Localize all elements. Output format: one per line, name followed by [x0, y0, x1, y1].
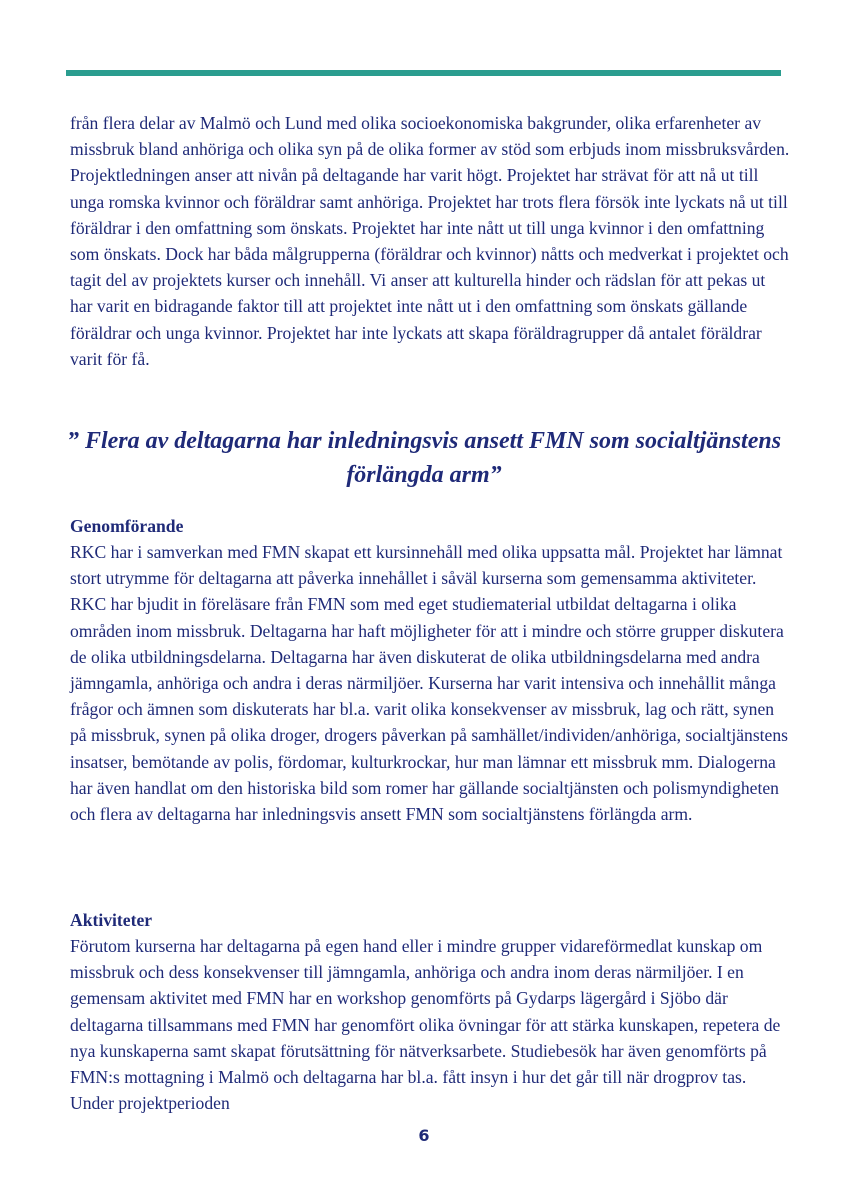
section-text-genomforande: RKC har i samverkan med FMN skapat ett kursinnehåll med olika uppsatta mål. Projektet har lämnat stort utrymme för deltagarna att påverka innehållet i såväl kurserna som gemensamma aktiviteter. RKC har bjudit in föreläsare från FMN som med eget studiematerial utbildat deltagarna i olika områden inom missbruk. Deltagarna har haft möjligheter för att i mindre och större grupper diskutera de olika utbildningsdelarna. Deltagarna har även diskuterat de olika utbildningsdelarna med andra jämngamla, anhöriga och andra i deras närmiljöer. Kurserna har varit intensiva och innehållit många frågor och ämnen som diskuterats har bl.a. varit olika konsekvenser av missbruk, lag och rätt, synen på missbruk, synen på olika droger, drogers påverkan på samhället/individen/anhöriga, socialtjänstens insatser, bemötande av polis, fördomar, kulturkrockar, hur man lämnar ett missbruk mm. Dialogerna har även handlat om den historiska bild som romer har gällande socialtjänsten och polismyndigheten och flera av deltagarna har inledningsvis ansett FMN som socialtjänstens förlängda arm. [70, 542, 789, 825]
intro-paragraph: från flera delar av Malmö och Lund med olika socioekonomiska bakgrunder, olika erfarenheter av missbruk bland anhöriga och olika syn på de olika former av stöd som erbjuds inom missbruksvården. Projektledningen anser att nivån på deltagande har varit högt. Projektet har strävat för att nå ut till unga romska kvinnor och föräldrar samt anhöriga. Projektet har trots flera försök inte lyckats nå ut till föräldrar i den omfattning som önskats. Projektet har inte nått ut till unga kvinnor i den omfattning som önskats. Dock har båda målgrupperna (föräldrar och kvinnor) nåtts och medverkat i projektet och tagit del av projektets kurser och innehåll. Vi anser att kulturella hinder och rädslan för att pekas ut har varit en bidragande faktor till att projektet inte nått ut i den omfattning som önskats gällande föräldrar och unga kvinnor. Projektet har inte lyckats att skapa föräldragrupper då antalet föräldrar varit för få. [70, 113, 790, 369]
page-number: 6 [418, 1126, 430, 1145]
section-text-aktiviteter: Förutom kurserna har deltagarna på egen hand eller i mindre grupper vidareförmedlat kunskap om missbruk och dess konsekvenser till jämngamla, anhöriga och andra inom deras närmiljöer. I en gemensam aktivitet med FMN har en workshop genomförts på Gydarps lägergård i Sjöbo där deltagarna tillsammans med FMN har genomfört olika övningar för att stärka kunskapen, repetera de nya kunskaperna samt skapat förutsättning för nätverksarbete. Studiebesök har även genomförts på FMN:s mottagning i Malmö och deltagarna har bl.a. fått insyn i hur det går till när drogprov tas. Under projektperioden [70, 936, 781, 1114]
section-heading-aktiviteter: Aktiviteter [70, 910, 153, 930]
header-rule [66, 70, 781, 76]
section-heading-genomforande: Genomförande [70, 516, 184, 536]
pull-quote: ” Flera av deltagarna har inledningsvis ansett FMN som socialtjänstens förlängda arm” [66, 428, 782, 488]
